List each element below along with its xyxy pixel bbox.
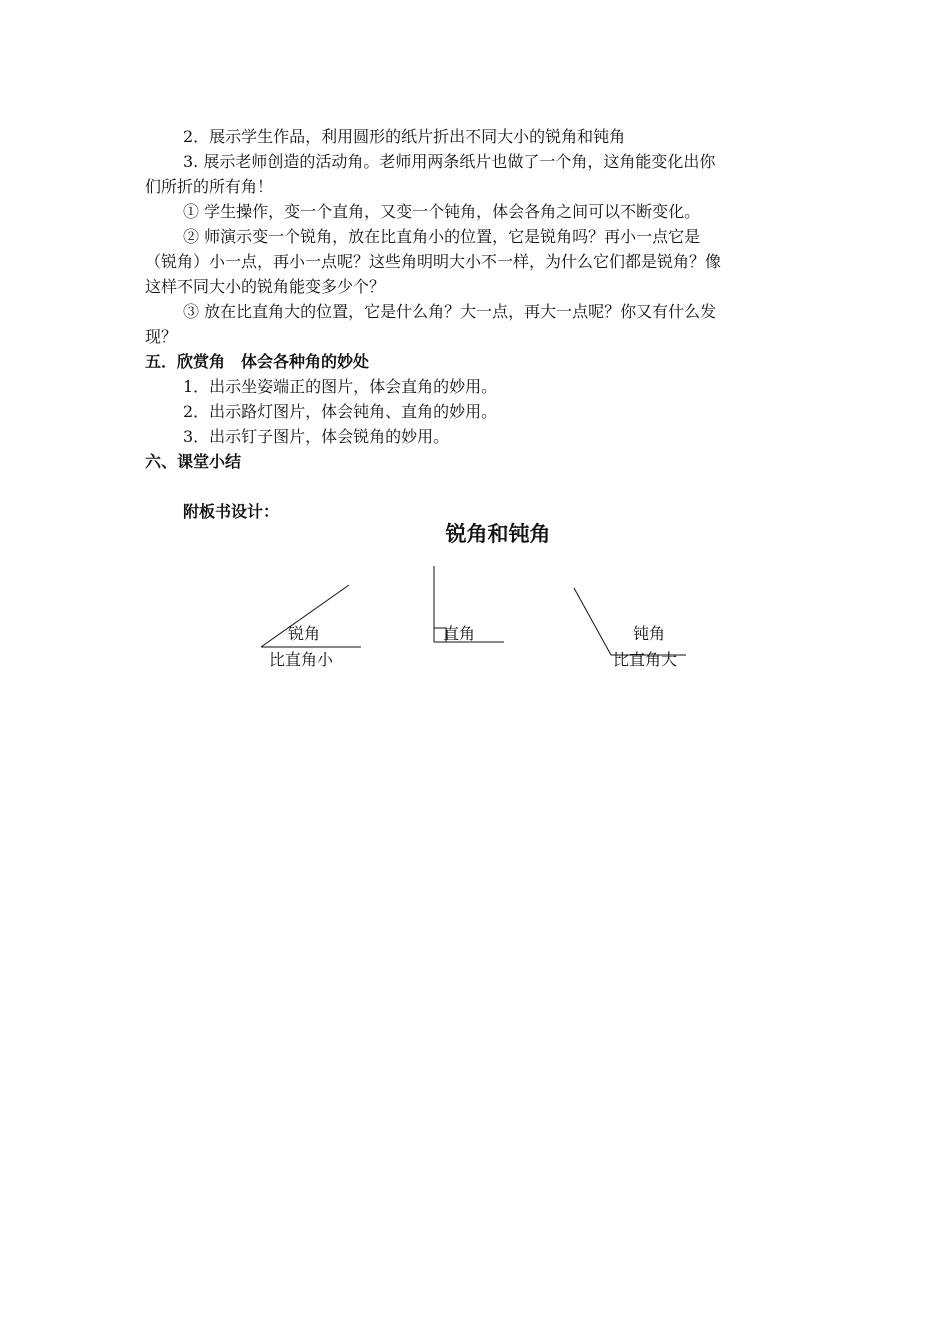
paragraph-line: ② 师演示变一个锐角，放在比直角小的位置，它是锐角吗？再小一点它是 xyxy=(183,227,701,246)
board-title: 锐角和钝角 xyxy=(445,522,551,546)
obtuse-angle-figure xyxy=(574,588,686,655)
list-item: 1．出示坐姿端正的图片，体会直角的妙用。 xyxy=(183,377,498,396)
paragraph-line: 这样不同大小的锐角能变多少个？ xyxy=(145,277,386,296)
section-heading-6: 六、课堂小结 xyxy=(145,452,242,471)
paragraph-line: 3. 展示老师创造的活动角。老师用两条纸片也做了一个角，这角能变化出你 xyxy=(183,152,716,171)
obtuse-angle-description: 比直角大 xyxy=(613,650,678,669)
list-item: 3．出示钉子图片，体会锐角的妙用。 xyxy=(183,427,450,446)
obtuse-angle-label: 钝角 xyxy=(633,624,666,643)
paragraph-line: 2．展示学生作品，利用圆形的纸片折出不同大小的锐角和钝角 xyxy=(183,127,626,146)
paragraph-line: ① 学生操作，变一个直角，又变一个钝角，体会各角之间可以不断变化。 xyxy=(183,202,701,221)
board-design-label: 附板书设计： xyxy=(183,502,280,521)
right-angle-label: 直角 xyxy=(443,624,476,643)
paragraph-line: 们所折的所有角！ xyxy=(145,177,274,196)
acute-angle-label: 锐角 xyxy=(288,624,321,643)
obtuse-angle-arm-line xyxy=(574,588,611,655)
paragraph-line: 现？ xyxy=(145,327,178,346)
paragraph-line: ③ 放在比直角大的位置，它是什么角？大一点，再大一点呢？你又有什么发 xyxy=(183,302,717,321)
section-heading-5: 五．欣赏角 体会各种角的妙处 xyxy=(145,352,370,371)
acute-angle-description: 比直角小 xyxy=(269,650,334,669)
paragraph-line: （锐角）小一点，再小一点呢？这些角明明大小不一样，为什么它们都是锐角？像 xyxy=(145,252,722,271)
list-item: 2．出示路灯图片，体会钝角、直角的妙用。 xyxy=(183,402,498,421)
